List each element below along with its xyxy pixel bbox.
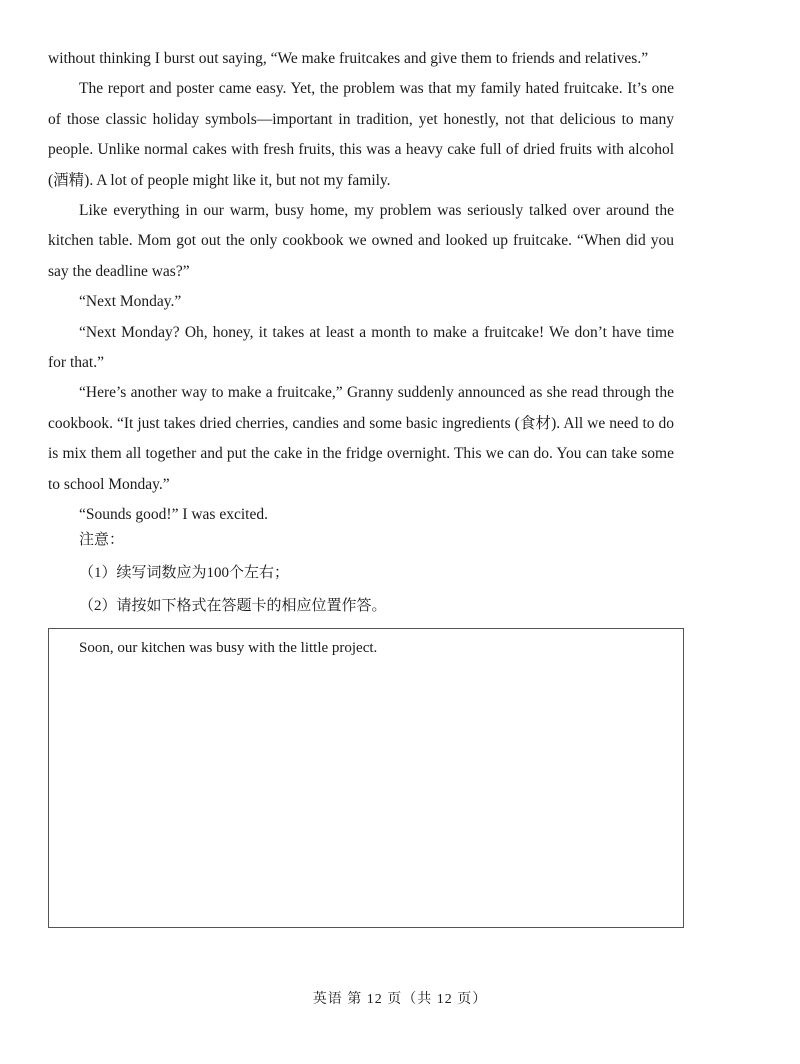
reading-passage: [48, 44, 674, 531]
paragraph-2: The report and poster came easy. Yet, the problem was that my family hated fruitcake. It’s one of those classic holiday symbols—important in tradition, yet honestly, not that delicious to many people. Unlike normal cakes with fresh fruits, this was a heavy cake full of dried fruits with alcohol (酒精). A lot of people might like it, but not my family.: [48, 80, 674, 189]
instructions: [79, 524, 387, 623]
paragraph-1: without thinking I burst out saying, “We make fruitcakes and give them to friends and relatives.”: [48, 50, 649, 67]
instructions-heading: 注意：: [79, 532, 125, 548]
answer-start-sentence: Soon, our kitchen was busy with the little project.: [79, 640, 378, 656]
instruction-item-2: （2）请按如下格式在答题卡的相应位置作答。: [79, 598, 387, 614]
paragraph-4: “Next Monday.”: [79, 293, 182, 311]
paragraph-3: Like everything in our warm, busy home, my problem was seriously talked over around the kitchen table. Mom got out the only cookbook we owned and looked up fruitcake. “When did you say the deadline was?”: [48, 202, 674, 280]
paragraph-6: “Here’s another way to make a fruitcake,” Granny suddenly announced as she read through the cookbook. “It just takes dried cherries, candies and some basic ingredients (食材). All we need to do is mix them all together and put the cake in the fridge overnight. This we can do. You can take some to school Monday.”: [48, 384, 674, 493]
page-footer: 英语 第 12 页（共 12 页）: [312, 992, 488, 1007]
instruction-item-1: （1）续写词数应为100个左右；: [79, 565, 290, 581]
paragraph-5: “Next Monday? Oh, honey, it takes at least a month to make a fruitcake! We don’t have time for that.”: [48, 323, 674, 372]
paragraph-7: “Sounds good!” I was excited.: [79, 506, 268, 524]
answer-box[interactable]: [48, 628, 684, 928]
